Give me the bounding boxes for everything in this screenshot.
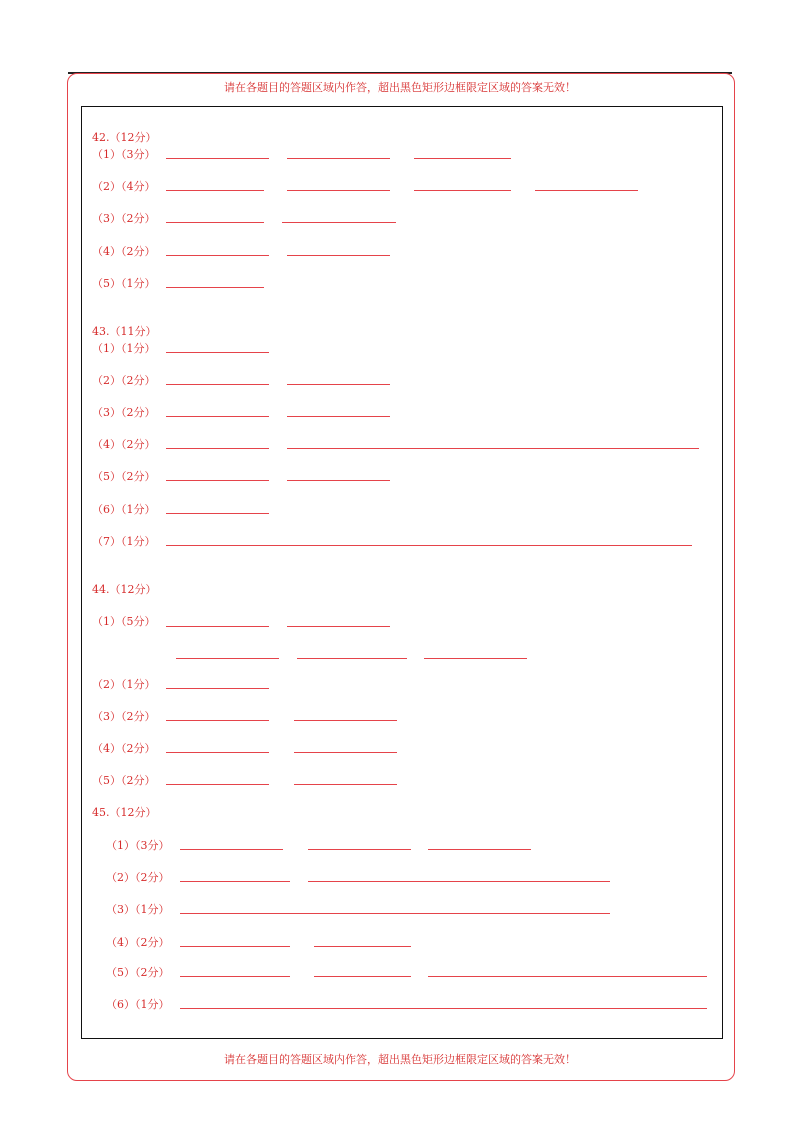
q42-part2-label: （2）（4分） [92, 180, 156, 193]
q43-part2-label: （2）（2分） [92, 374, 156, 387]
q42-part4-label: （4）（2分） [92, 245, 156, 258]
q43-p2-blank-2[interactable] [287, 384, 390, 385]
q44-p3-blank-2[interactable] [294, 720, 397, 721]
q43-p4-blank-1[interactable] [166, 448, 269, 449]
q44-part3-label: （3）（2分） [92, 710, 156, 723]
q45-part4-label: （4）（2分） [106, 936, 170, 949]
q43-p3-blank-1[interactable] [166, 416, 269, 417]
q45-part6-label: （6）（1分） [106, 998, 170, 1011]
q42-p2-blank-4[interactable] [535, 190, 638, 191]
q44-part5-label: （5）（2分） [92, 774, 156, 787]
q42-p1-blank-2[interactable] [287, 158, 390, 159]
q43-p6-blank-1[interactable] [166, 513, 269, 514]
q43-part6-label: （6）（1分） [92, 503, 156, 516]
q44-p1-blank-4[interactable] [297, 658, 407, 659]
question-44-header: 44.（12分） [92, 583, 157, 596]
q44-p5-blank-1[interactable] [166, 784, 269, 785]
q44-part1-label: （1）（5分） [92, 615, 156, 628]
q44-p1-blank-2[interactable] [287, 626, 390, 627]
warning-bottom: 请在各题目的答题区域内作答，超出黑色矩形边框限定区域的答案无效！ [224, 1053, 576, 1066]
q45-part5-label: （5）（2分） [106, 966, 170, 979]
q42-p1-blank-1[interactable] [166, 158, 269, 159]
q44-p5-blank-2[interactable] [294, 784, 397, 785]
q42-p3-blank-2[interactable] [282, 222, 396, 223]
q45-part3-label: （3）（1分） [106, 903, 170, 916]
q42-p4-blank-2[interactable] [287, 255, 390, 256]
q42-p3-blank-1[interactable] [166, 222, 264, 223]
q43-p5-blank-1[interactable] [166, 480, 269, 481]
q42-p5-blank-1[interactable] [166, 287, 264, 288]
answer-region [81, 106, 723, 1039]
q45-p5-blank-3[interactable] [428, 976, 707, 977]
q42-p4-blank-1[interactable] [166, 255, 269, 256]
q45-p1-blank-1[interactable] [180, 849, 283, 850]
q42-p2-blank-1[interactable] [166, 190, 264, 191]
q45-p2-blank-1[interactable] [180, 881, 290, 882]
q43-p2-blank-1[interactable] [166, 384, 269, 385]
q43-p3-blank-2[interactable] [287, 416, 390, 417]
q44-p1-blank-5[interactable] [424, 658, 527, 659]
q45-part2-label: （2）（2分） [106, 871, 170, 884]
question-45-header: 45.（12分） [92, 806, 157, 819]
q43-p1-blank-1[interactable] [166, 352, 269, 353]
q43-p5-blank-2[interactable] [287, 480, 390, 481]
q42-part3-label: （3）（2分） [92, 212, 156, 225]
q44-p1-blank-3[interactable] [176, 658, 279, 659]
q43-p7-blank-1[interactable] [166, 545, 692, 546]
q44-p1-blank-1[interactable] [166, 626, 269, 627]
q45-p4-blank-1[interactable] [180, 946, 290, 947]
q45-p5-blank-1[interactable] [180, 976, 290, 977]
q45-p5-blank-2[interactable] [314, 976, 411, 977]
q43-part4-label: （4）（2分） [92, 438, 156, 451]
q44-part2-label: （2）（1分） [92, 678, 156, 691]
q42-part1-label: （1）（3分） [92, 148, 156, 161]
q44-part4-label: （4）（2分） [92, 742, 156, 755]
q42-p2-blank-2[interactable] [287, 190, 390, 191]
q45-p4-blank-2[interactable] [314, 946, 411, 947]
warning-top: 请在各题目的答题区域内作答，超出黑色矩形边框限定区域的答案无效！ [224, 81, 576, 94]
question-43-header: 43.（11分） [92, 325, 157, 338]
q45-p3-blank-1[interactable] [180, 913, 610, 914]
q42-p2-blank-3[interactable] [414, 190, 511, 191]
q45-part1-label: （1）（3分） [106, 839, 170, 852]
q42-p1-blank-3[interactable] [414, 158, 511, 159]
q42-part5-label: （5）（1分） [92, 277, 156, 290]
q45-p6-blank-1[interactable] [180, 1008, 707, 1009]
q43-part5-label: （5）（2分） [92, 470, 156, 483]
q45-p1-blank-2[interactable] [308, 849, 411, 850]
q45-p2-blank-2[interactable] [308, 881, 610, 882]
q43-part3-label: （3）（2分） [92, 406, 156, 419]
q43-part7-label: （7）（1分） [92, 535, 156, 548]
q43-part1-label: （1）（1分） [92, 342, 156, 355]
q44-p4-blank-2[interactable] [294, 752, 397, 753]
q44-p4-blank-1[interactable] [166, 752, 269, 753]
q44-p3-blank-1[interactable] [166, 720, 269, 721]
q45-p1-blank-3[interactable] [428, 849, 531, 850]
q43-p4-blank-2[interactable] [287, 448, 699, 449]
question-42-header: 42.（12分） [92, 131, 157, 144]
q44-p2-blank-1[interactable] [166, 688, 269, 689]
